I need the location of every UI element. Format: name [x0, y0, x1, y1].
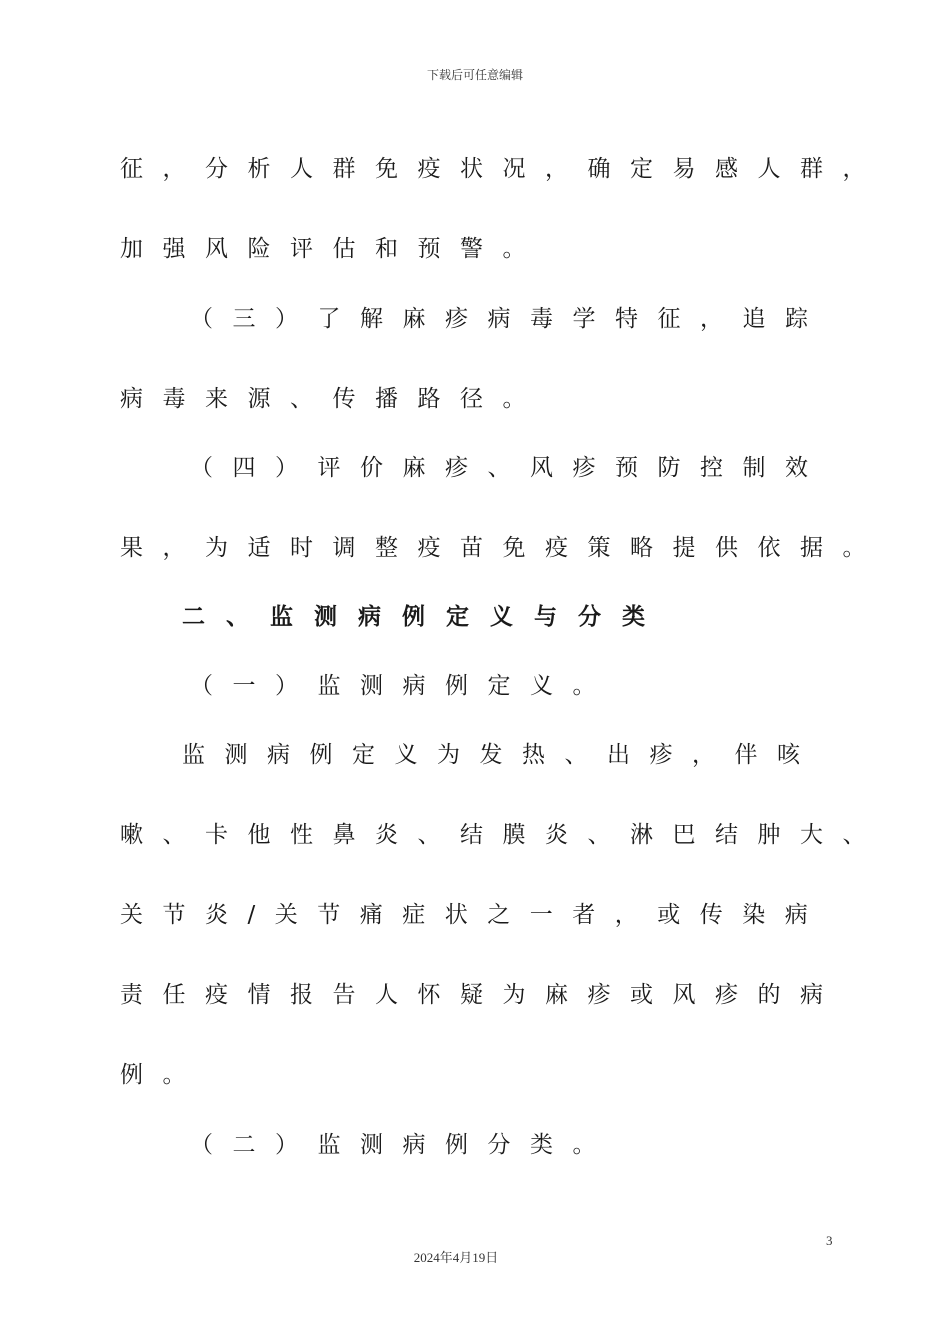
body-line: （四）评价麻疹、风疹预防控制效: [190, 455, 828, 481]
body-line: 加强风险评估和预警。: [120, 236, 545, 262]
section-heading: 二、监测病例定义与分类: [182, 604, 666, 630]
body-line: （三）了解麻疹病毒学特征，追踪: [190, 306, 828, 332]
body-line: 关节炎/关节痛症状之一者，或传染病: [120, 902, 828, 928]
page-header: 下载后可任意编辑: [426, 68, 523, 82]
body-line: 征，分析人群免疫状况，确定易感人群，: [120, 156, 885, 182]
subsection-heading: （二）监测病例分类。: [190, 1132, 615, 1158]
body-line: 例。: [120, 1062, 205, 1088]
body-line: 嗽、卡他性鼻炎、结膜炎、淋巴结肿大、: [120, 822, 885, 848]
body-line: 监测病例定义为发热、出疹，伴咳: [182, 742, 820, 768]
body-line: 责任疫情报告人怀疑为麻疹或风疹的病: [120, 982, 843, 1008]
subsection-heading: （一）监测病例定义。: [190, 673, 615, 699]
page-number: 3: [826, 1233, 833, 1248]
footer-date: 2024年4月19日: [413, 1250, 499, 1265]
body-line: 病毒来源、传播路径。: [120, 386, 545, 412]
body-line: 果，为适时调整疫苗免疫策略提供依据。: [120, 535, 885, 561]
